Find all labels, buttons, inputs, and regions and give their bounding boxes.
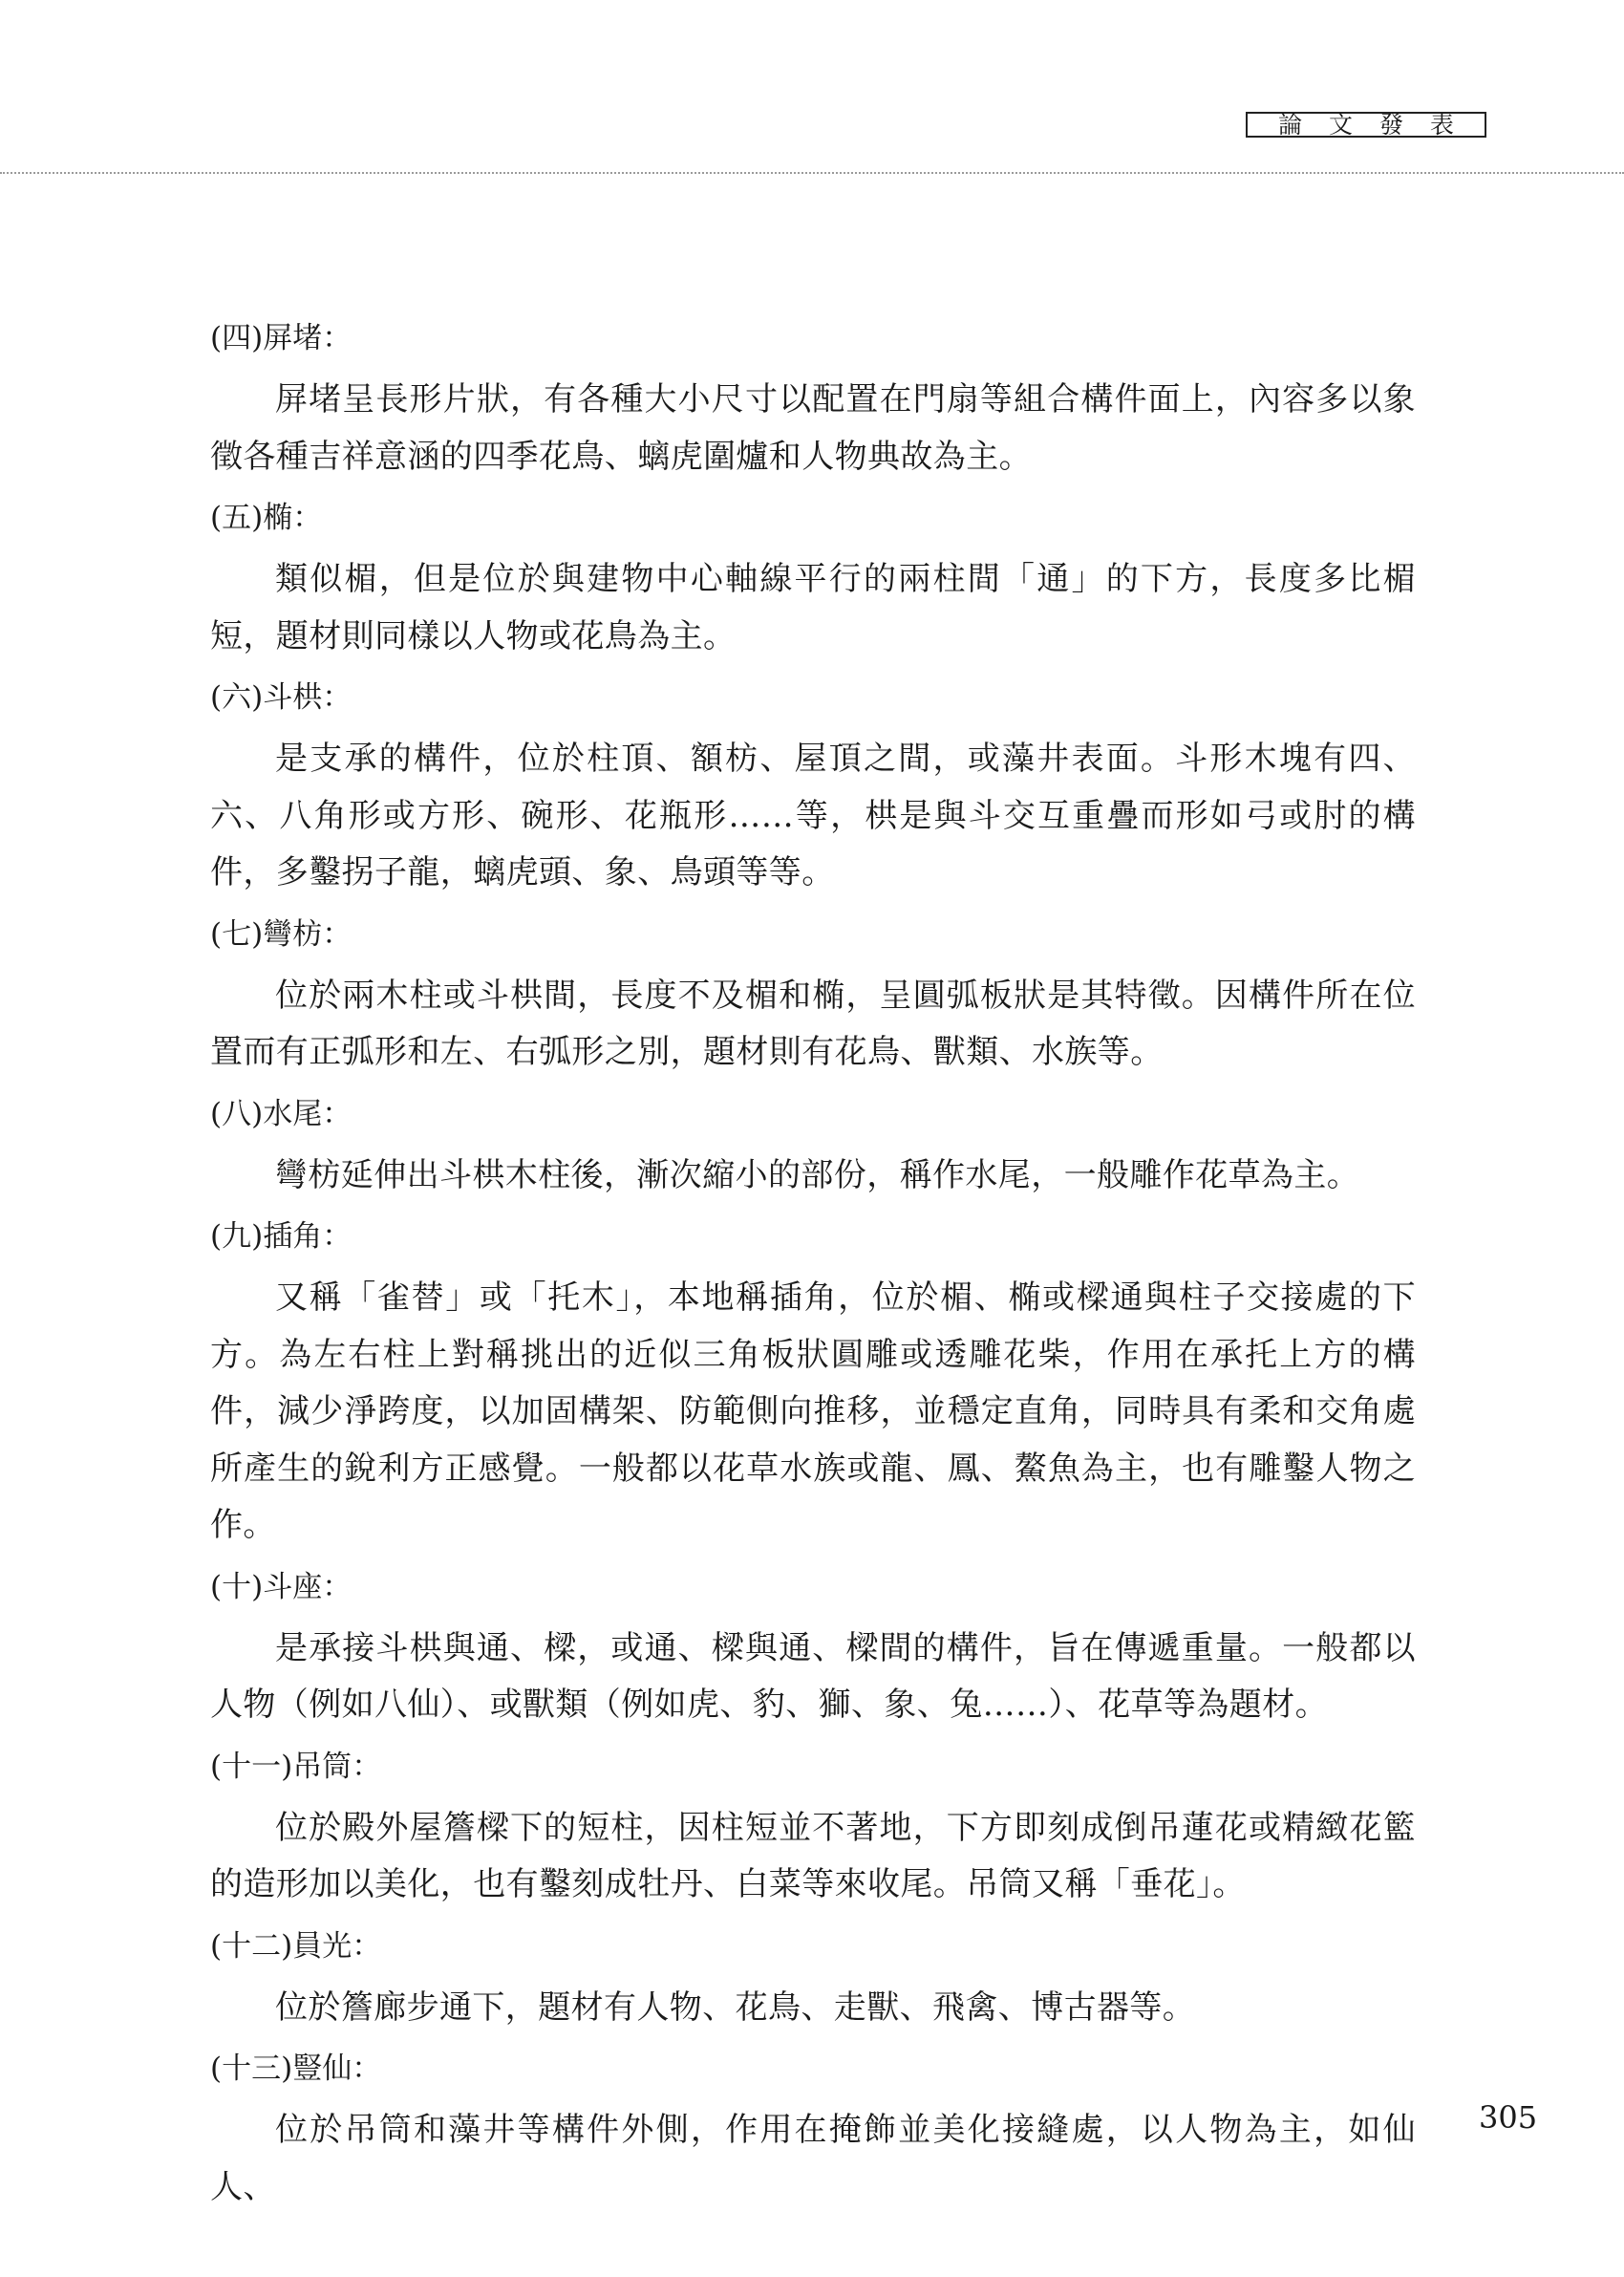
section-paragraph: 是支承的構件，位於柱頂、額枋、屋頂之間，或藻井表面。斗形木塊有四、六、八角形或方形、碗形、花瓶形……等，栱是與斗交互重疊而形如弓或肘的構件，多鑿拐子龍，螭虎頭、象、鳥頭等等。: [210, 740, 1416, 891]
section-heading: (九)插角：: [210, 1219, 353, 1254]
article-body: [210, 319, 1416, 2229]
section-tuo: [210, 499, 1416, 665]
section-wanfang: [210, 915, 1416, 1082]
section-shuxian: [210, 2050, 1416, 2216]
section-heading: (七)彎枋：: [210, 916, 353, 952]
section-heading: (十三)豎仙：: [210, 2051, 382, 2086]
section-paragraph: 是承接斗栱與通、樑，或通、樑與通、樑間的構件，旨在傳遞重量。一般都以人物（例如八仙）、或獸類（例如虎、豹、獅、象、兔……）、花草等為題材。: [210, 1628, 1416, 1724]
page-number: 305: [1479, 2099, 1538, 2136]
section-dougong: [210, 678, 1416, 902]
section-heading: (十二)員光：: [210, 1928, 382, 1964]
section-paragraph: 位於吊筒和藻井等構件外側，作用在掩飾並美化接縫處，以人物為主，如仙人、: [210, 2111, 1416, 2206]
section-yuanguang: [210, 1927, 1416, 2037]
section-chajiao: [210, 1217, 1416, 1555]
section-paragraph: 位於兩木柱或斗栱間，長度不及楣和椭，呈圓弧板狀是其特徵。因構件所在位置而有正弧形和左、右弧形之別，題材則有花鳥、獸類、水族等。: [210, 976, 1416, 1071]
section-heading: (八)水尾：: [210, 1096, 353, 1131]
section-heading: (六)斗栱：: [210, 680, 353, 715]
section-paragraph: 位於殿外屋簷樑下的短柱，因柱短並不著地，下方即刻成倒吊蓮花或精緻花籃的造形加以美化，也有鑿刻成牡丹、白菜等來收尾。吊筒又稱「垂花」。: [210, 1808, 1416, 1903]
section-heading: (四)屏堵：: [210, 321, 353, 355]
section-shuiwei: [210, 1095, 1416, 1205]
section-paragraph: 屏堵呈長形片狀，有各種大小尺寸以配置在門扇等組合構件面上，內容多以象徵各種吉祥意涵的四季花鳥、螭虎圍爐和人物典故為主。: [210, 380, 1416, 476]
section-heading: (五)椭：: [210, 501, 323, 535]
section-paragraph: 位於簷廊步通下，題材有人物、花鳥、走獸、飛禽、博古器等。: [275, 1987, 1196, 2027]
section-heading: (十一)吊筒：: [210, 1749, 382, 1784]
section-heading: (十)斗座：: [210, 1569, 353, 1604]
section-paragraph: 類似楣，但是位於與建物中心軸線平行的兩柱間「通」的下方，長度多比楣短，題材則同樣以人物或花鳥為主。: [210, 560, 1416, 655]
section-header-label: 論 文 發 表: [1246, 112, 1486, 138]
section-douzuo: [210, 1568, 1416, 1734]
section-paragraph: 又稱「雀替」或「托木」，本地稱插角，位於楣、椭或樑通與柱子交接處的下方。為左右柱上對稱挑出的近似三角板狀圓雕或透雕花柴，作用在承托上方的構件，減少淨跨度，以加固構架、防範側向推移，並穩定直角，同時具有柔和交角處所產生的銳利方正感覺。一般都以花草水族或龍、鳳、鰲魚為主，也有雕鑿人物之作。: [210, 1278, 1416, 1544]
section-paragraph: 彎枋延伸出斗栱木柱後，漸次縮小的部份，稱作水尾，一般雕作花草為主。: [275, 1155, 1360, 1194]
section-diaotong: [210, 1748, 1416, 1914]
header-divider: [0, 172, 1624, 174]
section-pingdu: [210, 319, 1416, 485]
